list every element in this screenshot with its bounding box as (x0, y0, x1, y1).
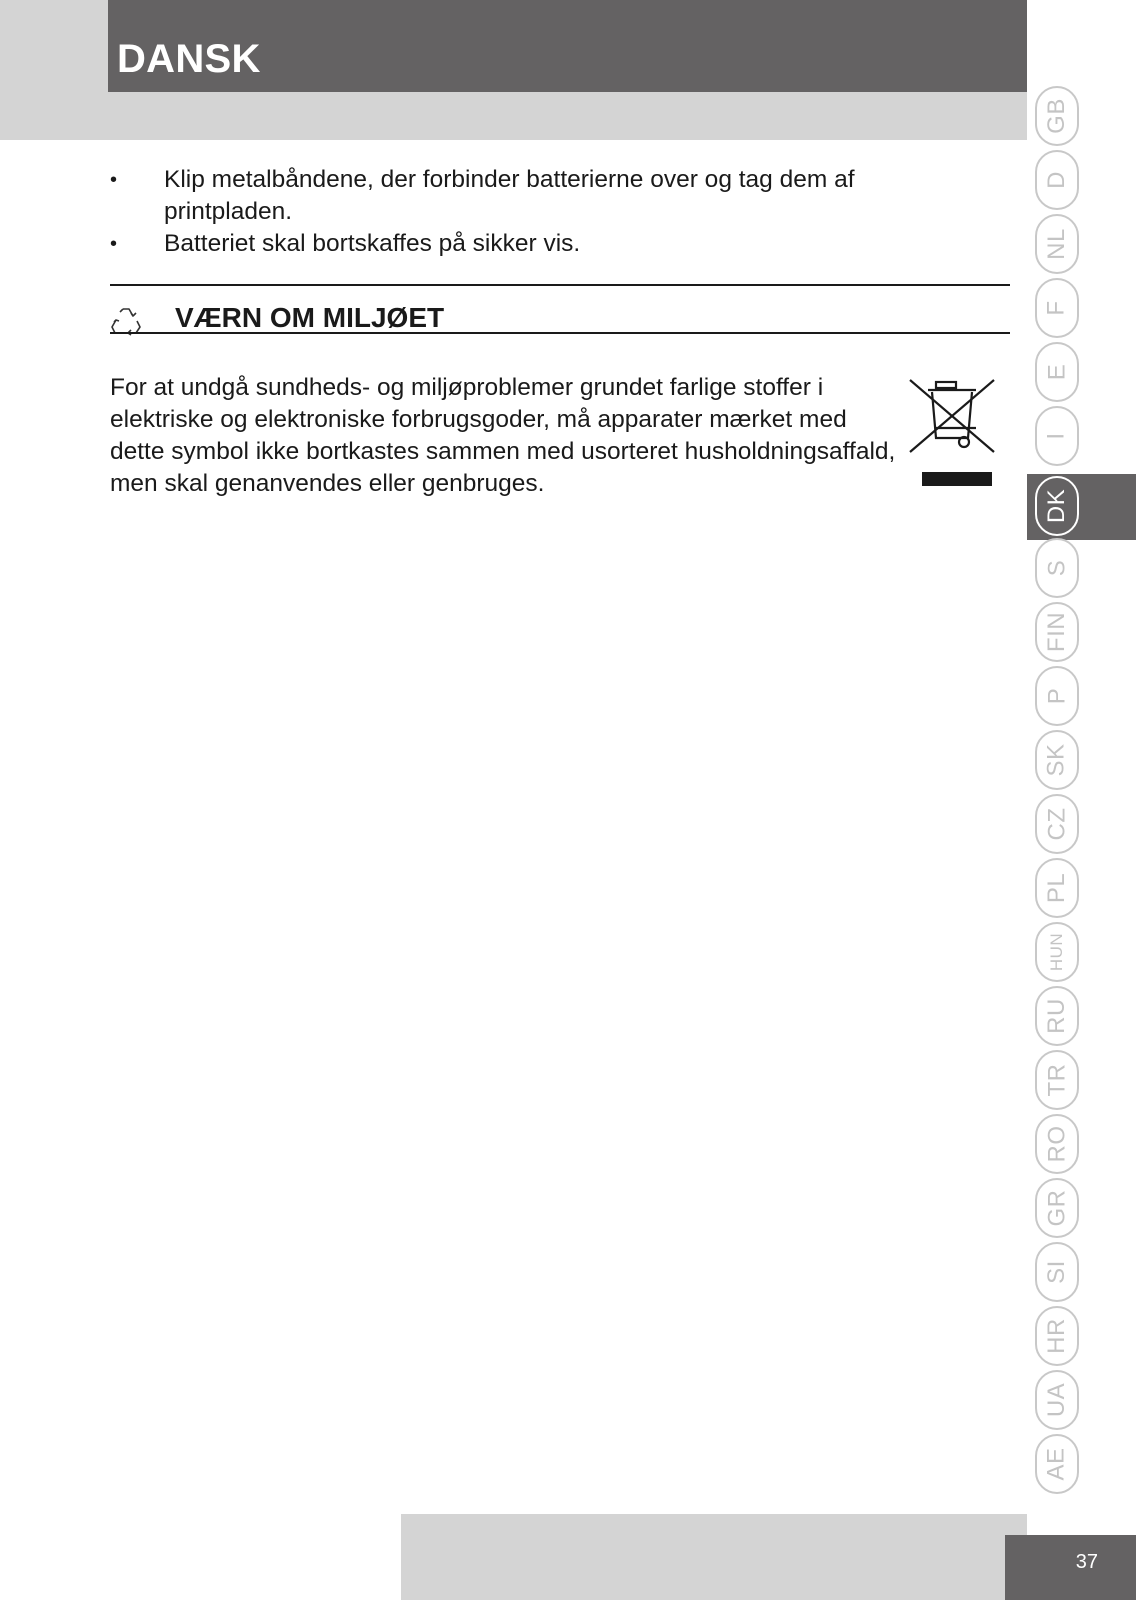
tab-label: P (1042, 687, 1070, 705)
tab-label: CZ (1043, 807, 1070, 841)
tab-label: S (1042, 559, 1070, 577)
tab-label: DK (1043, 488, 1070, 524)
tab-si[interactable] (1035, 1242, 1079, 1302)
tab-pl[interactable] (1035, 858, 1079, 918)
tab-label: FIN (1043, 611, 1071, 653)
tab-nl[interactable] (1035, 214, 1079, 274)
footer-band (401, 1514, 1027, 1600)
tab-label: PL (1042, 872, 1070, 904)
page-number: 37 (1075, 1551, 1098, 1573)
section-title: VÆRN OM MILJØET (175, 302, 445, 333)
tab-label: AE (1042, 1447, 1070, 1481)
tab-label: HUN (1047, 932, 1066, 972)
section-top-rule (110, 284, 1010, 286)
tab-label: F (1042, 300, 1070, 316)
tab-label: E (1042, 363, 1070, 381)
tab-label: UA (1043, 1382, 1070, 1418)
tab-label: SK (1042, 743, 1070, 777)
tab-label: TR (1043, 1063, 1070, 1097)
tab-i[interactable] (1035, 406, 1079, 466)
tab-fin[interactable] (1035, 602, 1079, 662)
tab-tr[interactable] (1035, 1050, 1079, 1110)
title-bar (108, 0, 1027, 92)
tab-s[interactable] (1035, 538, 1079, 598)
tab-ro[interactable] (1035, 1114, 1079, 1174)
tab-gb[interactable] (1035, 86, 1079, 146)
tab-hun[interactable] (1035, 922, 1079, 982)
tab-sk[interactable] (1035, 730, 1079, 790)
tab-d[interactable] (1035, 150, 1079, 210)
tab-ru[interactable] (1035, 986, 1079, 1046)
tab-cz[interactable] (1035, 794, 1079, 854)
tab-p[interactable] (1035, 666, 1079, 726)
section-bottom-rule (110, 332, 1010, 334)
tab-label: GR (1043, 1189, 1070, 1227)
tab-label: SI (1043, 1260, 1070, 1284)
tab-dk[interactable] (1035, 476, 1079, 536)
bullet-list (108, 164, 928, 260)
bullet-marker: • (110, 169, 118, 191)
page-number-box (1005, 1535, 1136, 1600)
tab-label: NL (1043, 228, 1070, 260)
tab-ua[interactable] (1035, 1370, 1079, 1430)
list-item (108, 228, 928, 260)
tab-hr[interactable] (1035, 1306, 1079, 1366)
crossed-out-wheelie-bin-icon (906, 376, 1002, 488)
tab-label: RO (1043, 1125, 1070, 1163)
tab-label: RU (1042, 998, 1070, 1034)
tab-label: HR (1042, 1318, 1070, 1354)
tab-label: GB (1043, 98, 1070, 134)
tab-e[interactable] (1035, 342, 1079, 402)
environment-paragraph: For at undgå sundheds- og miljøproblemer grundet farlige stoffer i elektriske og elektroniske forbrugsgoder, må apparater mærket med dette symbol ikke bortkastes sammen med usorteret husholdningsaffald, men skal genanvendes eller genbruges. (110, 374, 896, 497)
list-item-text: Batteriet skal bortskaffes på sikker vis. (164, 230, 581, 257)
list-item-text: Klip metalbåndene, der forbinder batterierne over og tag dem af printpladen. (164, 166, 855, 225)
tab-label: D (1043, 171, 1070, 189)
page-title: DANSK (117, 37, 261, 81)
list-item (108, 164, 928, 228)
tab-f[interactable] (1035, 278, 1079, 338)
tab-gr[interactable] (1035, 1178, 1079, 1238)
tab-label: I (1042, 432, 1070, 440)
bullet-marker: • (110, 233, 118, 255)
tab-ae[interactable] (1035, 1434, 1079, 1494)
